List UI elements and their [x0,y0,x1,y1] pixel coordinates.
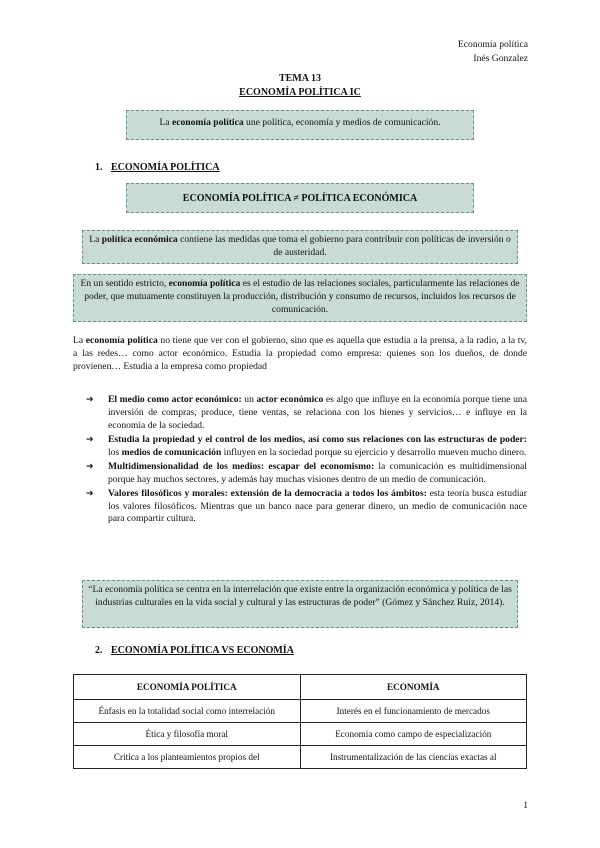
intro-text-bold: economía política [171,117,244,128]
paragraph-text-pre: La [73,335,86,346]
header-subject: Economía política [457,39,528,50]
bullet-mid-bold: actor económico [256,394,324,405]
neq-text: ECONOMÍA POLÍTICA ≠ POLÍTICA ECONÓMICA [182,193,418,204]
arrow-icon: ➔ [86,461,94,472]
bullet-item [86,394,527,433]
intro-text-pre: La [159,117,172,128]
section-1-number: 1. [95,162,103,173]
intro-paragraph [73,335,527,374]
intro-text-post: une política, economía y medios de comunicación. [243,117,441,128]
bullet-item [86,488,527,527]
table-cell: Énfasis en la totalidad social como interrelación [74,700,301,723]
bullet-item [86,461,527,487]
estricto-text-bold: economía política [168,278,241,289]
table-row [74,723,527,746]
politica-economica-box [82,230,518,264]
bullet-lead: El medio como actor económico: [108,394,242,405]
page-header [458,38,528,66]
document-title [0,72,600,100]
bullet-text: influyen en la sociedad porque su ejercicio y desarrollo mueven mucho dinero. [221,446,527,458]
politica-text-pre: La [89,234,102,245]
sentido-estricto-box [73,274,527,322]
table-row [74,746,527,769]
table-header: ECONOMÍA POLÍTICA [74,675,301,700]
paragraph-text-bold: economía política [85,335,158,346]
intro-box [126,110,474,140]
bullet-text: esta teoría busca estudiar los valores filosóficos. Mientras que un banco nace para generar dinero, un medio de comunicación nace para compartir cultura. [108,487,527,525]
bullet-text: es algo que influye en la economía porque tiene una inversión de compras, produce, tiene ventas, se relaciona con los bienes y servicios… e influye en la economía de la sociedad. [108,394,527,431]
table-header-row [74,675,527,700]
estricto-text-pre: En un sentido estricto, [80,278,169,289]
tema-number: TEMA 13 [279,73,321,84]
table-cell: Crítica a los planteamientos propios del [74,746,301,769]
bullet-mid-pre: los [108,446,122,458]
bullet-list [86,394,527,527]
bullet-text: la comunicación es multidimensional porque hay muchos sectores, y además hay muchas visiones dentro de un medio de comunicación. [108,460,527,485]
table-row [74,700,527,723]
quote-text: “La economía política se centra en la interrelación que existe entre la organización económica y política de las industrias culturales en la vida social y cultural y las estructuras de poder” (Gómez y Sánchez Ruiz, 2014). [88,584,512,608]
bullet-item [86,434,527,460]
table-header: ECONOMÍA [300,675,527,700]
section-1-heading [95,161,220,175]
estricto-text-post: es el estudio de las relaciones sociales, particularmente las relaciones de poder, que mutuamente constituyen la producción, distribución y consumo de recursos, incluidos los recursos de comunicación. [84,278,520,315]
bullet-mid-bold: medios de comunicación [121,446,222,458]
section-2-number: 2. [95,645,103,656]
politica-text-post: contiene las medidas que toma el gobierno para contribuir con políticas de inversión o de austeridad. [177,234,511,258]
table-cell: Economía como campo de especialización [300,723,527,746]
neq-box [126,183,474,213]
arrow-icon: ➔ [86,395,94,405]
bullet-lead: Valores filosóficos y morales: extensión de la democracia a todos los ámbitos: [108,487,427,499]
politica-text-bold: política económica [101,234,178,245]
bullet-lead: Multidimensionalidad de los medios: escapar del economismo: [108,460,375,472]
section-1-title: ECONOMÍA POLÍTICA [111,162,220,173]
section-2-heading [95,644,294,658]
bullet-lead: Estudia la propiedad y el control de los medios, así como sus relaciones con las estructuras de poder: [108,433,527,445]
tema-subtitle: ECONOMÍA POLÍTICA IC [239,87,361,98]
comparison-table [73,674,527,769]
page-number: 1 [523,800,528,811]
paragraph-text-post: no tiene que ver con el gobierno, sino que es aquella que estudia a la prensa, a la radio, a la tv, a las redes… como actor económico. Estudia la propiedad como empresa: quienes son los dueños, de donde provienen… Estudia a la empresa como propiedad [73,335,527,372]
bullet-mid-pre: un [241,394,257,405]
table-cell: Ética y filosofía moral [74,723,301,746]
section-2-title: ECONOMÍA POLÍTICA VS ECONOMÍA [111,645,294,656]
table-cell: Interés en el funcionamiento de mercados [300,700,527,723]
quote-box [82,580,518,628]
table-cell: Instrumentalización de las ciencias exactas al [300,746,527,769]
arrow-icon: ➔ [86,434,94,445]
header-author: Inés Gonzalez [473,52,528,64]
arrow-icon: ➔ [86,488,94,499]
